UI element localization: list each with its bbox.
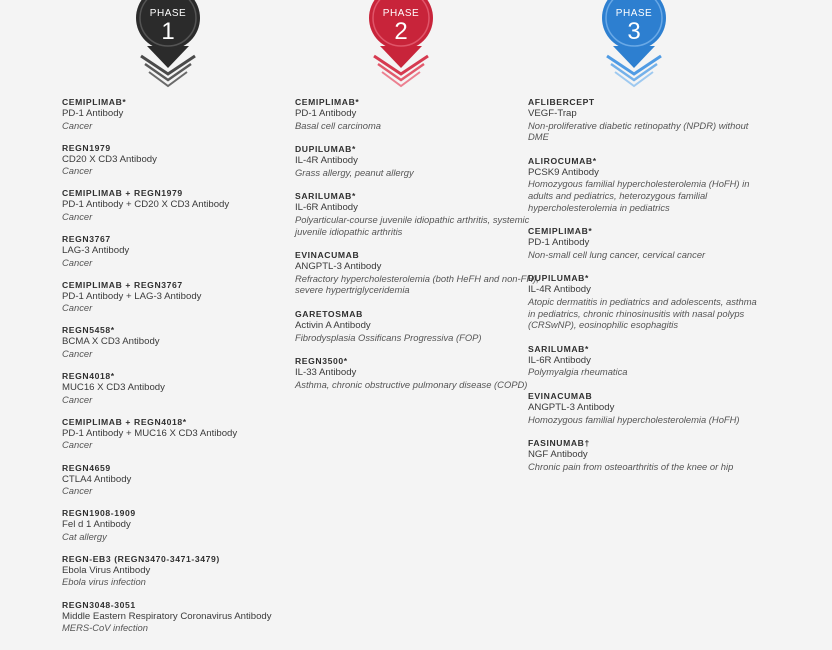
- phase-2-number: 2: [394, 18, 408, 45]
- drug-indication: MERS-CoV infection: [62, 622, 148, 634]
- phase-1-word: PHASE: [149, 8, 187, 19]
- phase-1-badge: [133, 0, 203, 92]
- pipeline-entry: [528, 390, 758, 425]
- drug-name: CEMIPLIMAB + REGN1979: [62, 188, 183, 199]
- drug-name: DUPILUMAB*: [528, 273, 589, 284]
- drug-name: CEMIPLIMAB*: [62, 97, 127, 107]
- phase-3-badge: [599, 0, 669, 92]
- drug-name: CEMIPLIMAB + REGN3767: [62, 279, 183, 290]
- pipeline-entry: [295, 308, 545, 343]
- drug-target: MUC16 X CD3 Antibody: [62, 382, 165, 394]
- drug-name: REGN5458*: [62, 325, 115, 336]
- drug-target: IL-6R Antibody: [528, 354, 591, 366]
- drug-indication: Fibrodysplasia Ossificans Progressiva (FOP): [295, 331, 482, 343]
- drug-target: PD-1 Antibody: [295, 108, 357, 119]
- phase-1-column: [62, 96, 312, 644]
- drug-target: IL-4R Antibody: [295, 155, 358, 167]
- pipeline-entry: [62, 233, 312, 268]
- phase-3-word: PHASE: [615, 8, 653, 19]
- drug-name: CEMIPLIMAB*: [295, 97, 360, 107]
- drug-indication: Grass allergy, peanut allergy: [295, 166, 414, 178]
- drug-indication: Non-proliferative diabetic retinopathy (NPDR) without DME: [528, 119, 749, 143]
- drug-name: FASINUMAB†: [528, 438, 590, 449]
- pipeline-entry: [62, 279, 312, 314]
- drug-name: SARILUMAB*: [295, 191, 356, 202]
- drug-indication: Homozygous familial hypercholesterolemia (HoFH): [528, 413, 740, 425]
- drug-target: Ebola Virus Antibody: [62, 564, 151, 576]
- pipeline-entry: [528, 155, 758, 213]
- drug-name: REGN3500*: [295, 356, 348, 367]
- drug-indication: Asthma, chronic obstructive pulmonary disease (COPD): [295, 378, 528, 390]
- drug-indication: Cancer: [62, 439, 93, 451]
- pipeline-entry: [62, 507, 312, 542]
- pipeline-entry: [62, 553, 312, 588]
- drug-name: REGN1908-1909: [62, 508, 136, 519]
- drug-name: SARILUMAB*: [528, 343, 589, 354]
- drug-target: PD-1 Antibody + MUC16 X CD3 Antibody: [62, 427, 238, 439]
- drug-target: Middle Eastern Respiratory Coronavirus Antibody: [62, 610, 272, 622]
- drug-target: PD-1 Antibody + LAG-3 Antibody: [62, 290, 202, 302]
- pipeline-entry: [62, 324, 312, 359]
- drug-target: ANGPTL-3 Antibody: [528, 401, 615, 413]
- drug-target: CD20 X CD3 Antibody: [62, 153, 157, 165]
- drug-name: EVINACUMAB: [528, 390, 593, 401]
- drug-target: Fel d 1 Antibody: [62, 519, 131, 531]
- drug-target: ANGPTL-3 Antibody: [295, 261, 382, 273]
- drug-indication: Polyarticular-course juvenile idiopathic arthritis, systemic juvenile idiopathic arthritis: [295, 213, 530, 237]
- drug-target: CTLA4 Antibody: [62, 473, 132, 485]
- drug-indication: Non-small cell lung cancer, cervical cancer: [528, 248, 706, 260]
- pipeline-entry: [62, 462, 312, 497]
- drug-indication: Cancer: [62, 256, 93, 268]
- phase-1-number: 1: [161, 18, 175, 45]
- drug-indication: Polymyalgia rheumatica: [528, 366, 628, 378]
- drug-name: DUPILUMAB*: [295, 144, 356, 155]
- pipeline-entry: [528, 96, 758, 143]
- pipeline-entry: [62, 142, 312, 177]
- pipeline-entry: [62, 370, 312, 405]
- phase-3-marker-icon: [599, 0, 669, 92]
- pipeline-entry: [295, 96, 545, 131]
- drug-target: BCMA X CD3 Antibody: [62, 336, 160, 348]
- drug-indication: Cancer: [62, 348, 93, 360]
- drug-indication: Cancer: [62, 485, 93, 497]
- pipeline-entry: [528, 343, 758, 378]
- drug-target: PD-1 Antibody: [62, 108, 124, 119]
- drug-target: IL-4R Antibody: [528, 284, 591, 296]
- phase-2-word: PHASE: [382, 8, 420, 19]
- pipeline-entry: [295, 355, 545, 390]
- drug-target: PCSK9 Antibody: [528, 166, 599, 178]
- pipeline-entry: [528, 272, 758, 330]
- drug-name: REGN4659: [62, 462, 111, 473]
- phase-2-column: [295, 96, 545, 402]
- drug-target: PD-1 Antibody: [528, 237, 590, 249]
- drug-target: IL-33 Antibody: [295, 367, 357, 379]
- drug-indication: Cancer: [62, 119, 93, 131]
- phase-2-marker-icon: [366, 0, 436, 92]
- pipeline-entry: [62, 599, 312, 634]
- pipeline-entry: [62, 96, 312, 131]
- drug-name: EVINACUMAB: [295, 250, 360, 261]
- drug-name: REGN3767: [62, 234, 111, 245]
- drug-name: CEMIPLIMAB + REGN4018*: [62, 416, 187, 427]
- drug-target: PD-1 Antibody + CD20 X CD3 Antibody: [62, 199, 230, 211]
- drug-indication: Basal cell carcinoma: [295, 119, 381, 131]
- pipeline-entry: [295, 249, 545, 296]
- pipeline-entry: [62, 187, 312, 222]
- drug-name: AFLIBERCEPT: [528, 97, 595, 107]
- drug-target: NGF Antibody: [528, 449, 588, 461]
- drug-name: REGN4018*: [62, 371, 115, 382]
- drug-indication: Chronic pain from osteoarthritis of the knee or hip: [528, 460, 734, 472]
- pipeline-entry: [528, 225, 758, 260]
- drug-indication: Cancer: [62, 393, 93, 405]
- phase-3-column: [528, 96, 758, 484]
- drug-name: ALIROCUMAB*: [528, 155, 597, 166]
- drug-name: REGN3048-3051: [62, 599, 136, 610]
- drug-target: LAG-3 Antibody: [62, 245, 130, 257]
- phase-3-number: 3: [627, 18, 641, 45]
- drug-indication: Cat allergy: [62, 530, 107, 542]
- drug-name: REGN-EB3 (REGN3470-3471-3479): [62, 553, 220, 564]
- drug-target: IL-6R Antibody: [295, 202, 358, 214]
- drug-indication: Atopic dermatitis in pediatrics and adolescents, asthma in pediatrics, chronic rhinosinusitis with nasal polyps (CRSwNP), eosinophilic esophagitis: [528, 295, 757, 331]
- pipeline-entry: [295, 143, 545, 178]
- pipeline-entry: [295, 190, 545, 237]
- drug-indication: Refractory hypercholesterolemia (both HeFH and non-FH), severe hypertriglyceridemia: [295, 272, 539, 296]
- drug-name: REGN1979: [62, 142, 111, 153]
- phase-1-marker-icon: [133, 0, 203, 92]
- drug-indication: Ebola virus infection: [62, 576, 146, 588]
- drug-indication: Cancer: [62, 302, 93, 314]
- drug-indication: Cancer: [62, 165, 93, 177]
- drug-name: CEMIPLIMAB*: [528, 226, 593, 237]
- drug-name: GARETOSMAB: [295, 308, 363, 319]
- drug-target: VEGF-Trap: [528, 108, 577, 119]
- pipeline-entry: [62, 416, 312, 451]
- pipeline-entry: [528, 437, 758, 472]
- drug-indication: Homozygous familial hypercholesterolemia (HoFH) in adults and pediatrics, heterozygous familial hypercholesterolemia in pediatrics: [528, 178, 750, 213]
- drug-target: Activin A Antibody: [295, 319, 371, 331]
- drug-indication: Cancer: [62, 210, 93, 222]
- phase-2-badge: [366, 0, 436, 92]
